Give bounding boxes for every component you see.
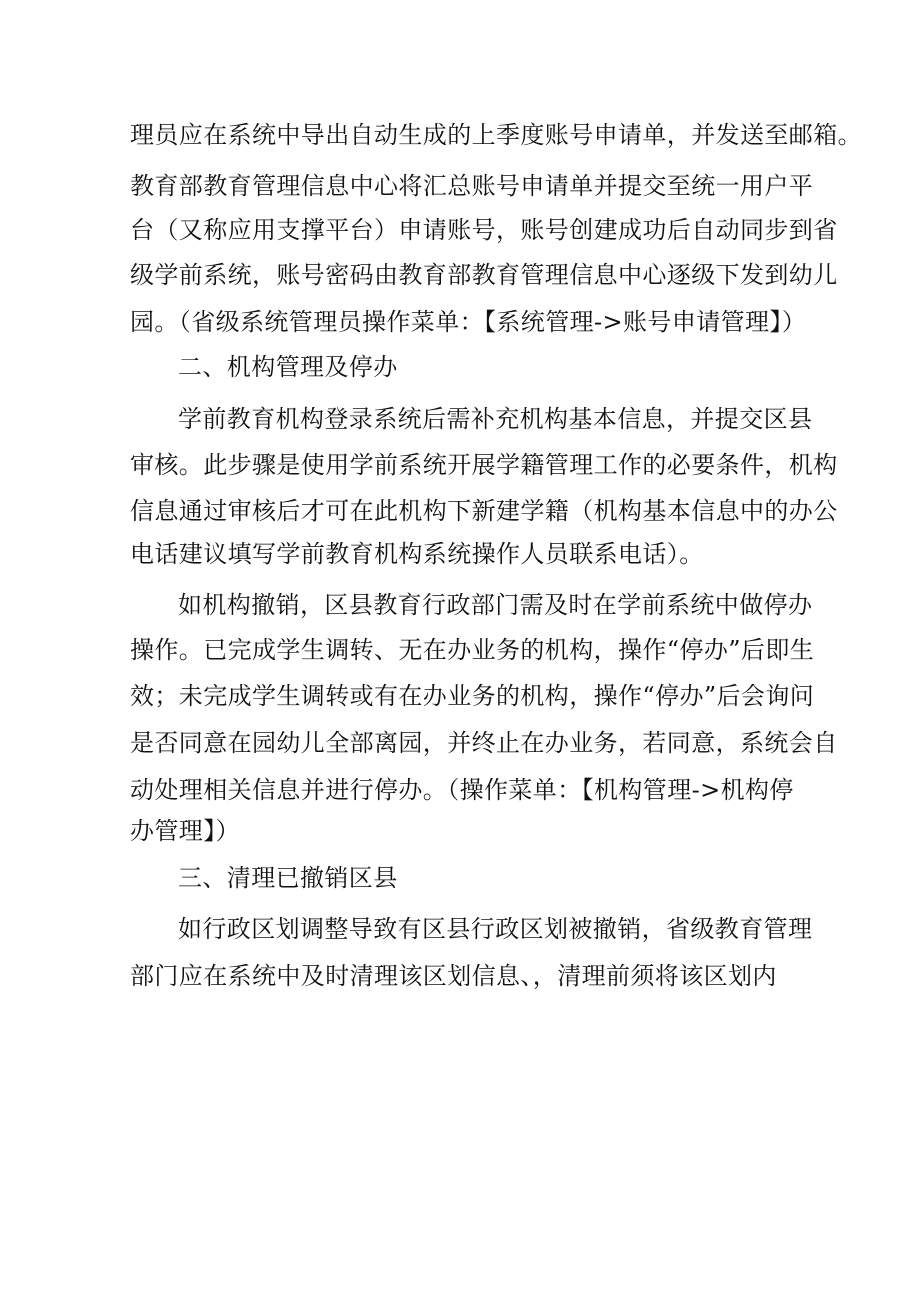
text-line: 是否同意在园幼儿全部离园，并终止在办业务，若同意，系统会自 bbox=[130, 729, 838, 757]
text-line: 动处理相关信息并进行停办。（操作菜单：【机构管理->机构停 bbox=[130, 776, 794, 804]
text-line: 学前教育机构登录系统后需补充机构基本信息，并提交区县 bbox=[178, 405, 813, 433]
text-line: 审核。此步骤是使用学前系统开展学籍管理工作的必要条件，机构 bbox=[130, 451, 838, 479]
text-line: 台（又称应用支撑平台）申请账号，账号创建成功后自动同步到省 bbox=[130, 216, 838, 244]
section-heading: 二、机构管理及停办 bbox=[178, 353, 398, 381]
text-line: 园。（省级系统管理员操作菜单：【系统管理->账号申请管理】） bbox=[130, 308, 807, 336]
text-line: 效；未完成学生调转或有在办业务的机构，操作“停办”后会询问 bbox=[130, 682, 815, 710]
text-line: 理员应在系统中导出自动生成的上季度账号申请单，并发送至邮箱。 bbox=[130, 121, 862, 149]
text-line: 如机构撤销，区县教育行政部门需及时在学前系统中做停办 bbox=[178, 591, 813, 619]
text-line: 信息通过审核后才可在此机构下新建学籍（机构基本信息中的办公 bbox=[130, 497, 838, 525]
section-heading: 三、清理已撤销区县 bbox=[178, 864, 398, 892]
text-line: 电话建议填写学前教育机构系统操作人员联系电话）。 bbox=[130, 540, 704, 568]
text-line: 操作。已完成学生调转、无在办业务的机构，操作“停办”后即生 bbox=[130, 636, 815, 664]
text-line: 如行政区划调整导致有区县行政区划被撤销，省级教育管理 bbox=[178, 915, 813, 943]
text-line: 部门应在系统中及时清理该区划信息、，清理前须将该区划内 bbox=[130, 962, 777, 990]
text-line: 教育部教育管理信息中心将汇总账号申请单并提交至统一用户平 bbox=[130, 172, 814, 200]
text-line: 级学前系统，账号密码由教育部教育管理信息中心逐级下发到幼儿 bbox=[130, 261, 838, 289]
text-line: 办管理】） bbox=[130, 817, 240, 845]
